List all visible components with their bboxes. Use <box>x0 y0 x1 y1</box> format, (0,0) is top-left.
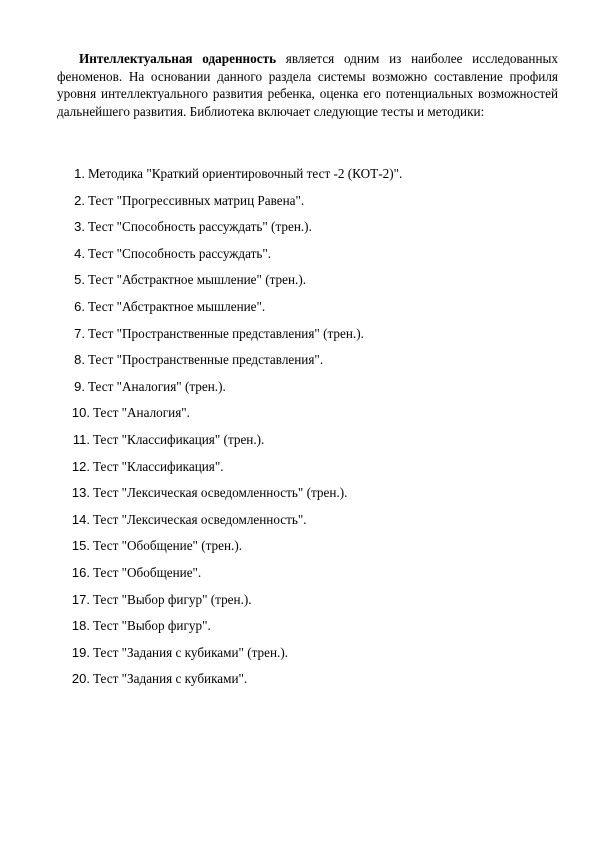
list-item <box>65 458 545 485</box>
list-item <box>65 271 545 298</box>
list-item-label: Тест "Классификация" (трен.). <box>93 431 265 447</box>
list-item <box>65 537 545 564</box>
list-item-number: 10. <box>71 405 90 421</box>
list-item-label: Тест "Абстрактное мышление". <box>88 298 266 314</box>
list-item-label: Тест "Выбор фигур". <box>93 618 211 634</box>
list-item-label: Тест "Прогрессивных матриц Равена". <box>88 192 305 208</box>
list-item-label: Тест "Абстрактное мышление" (трен.). <box>88 272 307 288</box>
list-item-number: 19. <box>71 644 90 660</box>
list-item-label: Тест "Обобщение". <box>93 564 202 580</box>
list-item <box>65 378 545 405</box>
list-item-label: Методика "Краткий ориентировочный тест -2 (КОТ-2)". <box>88 166 403 181</box>
list-item-number: 12. <box>71 458 90 474</box>
list-item-label: Тест "Классификация". <box>93 458 224 474</box>
list-item-label: Тест "Пространственные представления" (трен.). <box>88 325 364 341</box>
list-item <box>65 298 545 325</box>
list-item-number: 18. <box>71 618 90 634</box>
intro-text: является одним из наиболее исследованных феноменов. На основании данного раздела системы возможно составление профиля уровня интеллектуального развития ребенка, оценка его потенциальных возможностей дальнейшего развития. Библиотека включает следующие тесты и методики: <box>57 51 558 119</box>
list-item-number: 14. <box>71 511 90 527</box>
list-item-label: Тест "Пространственные представления". <box>88 352 324 368</box>
list-item <box>65 484 545 511</box>
list-item-number: 11. <box>72 431 90 447</box>
intro-paragraph <box>57 50 558 120</box>
list-item-number: 7. <box>74 325 85 341</box>
list-item <box>65 617 545 644</box>
list-item <box>65 245 545 272</box>
list-item-number: 16. <box>71 564 90 580</box>
list-item-label: Тест "Аналогия". <box>93 405 190 421</box>
list-item-label: Тест "Лексическая осведомленность". <box>93 511 307 527</box>
test-list <box>65 165 545 697</box>
list-item-number: 15. <box>71 538 90 554</box>
list-item-label: Тест "Задания с кубиками" (трен.). <box>93 644 289 660</box>
list-item-label: Тест "Аналогия" (трен.). <box>88 378 226 394</box>
list-item-label: Тест "Обобщение" (трен.). <box>93 538 243 554</box>
list-item-number: 2. <box>74 192 85 208</box>
list-item-label: Тест "Задания с кубиками". <box>93 671 248 687</box>
list-item-label: Тест "Способность рассуждать". <box>88 245 272 261</box>
list-item <box>65 165 545 192</box>
list-item-label: Тест "Способность рассуждать" (трен.). <box>88 219 312 235</box>
list-item-number: 9. <box>74 378 85 394</box>
list-item-number: 17. <box>71 591 90 607</box>
list-item-number: 4. <box>74 245 85 261</box>
list-item-number: 5. <box>74 272 85 288</box>
list-item-number: 8. <box>74 352 85 368</box>
list-item <box>65 670 545 697</box>
list-item-label: Тест "Лексическая осведомленность" (трен.). <box>93 485 348 501</box>
list-item-label: Тест "Выбор фигур" (трен.). <box>93 591 252 607</box>
list-item <box>65 564 545 591</box>
list-item-number: 20. <box>71 671 90 687</box>
list-item-number: 1. <box>74 166 85 181</box>
list-item-number: 6. <box>74 298 85 314</box>
intro-bold-lead: Интеллектуальная одаренность <box>79 51 277 66</box>
list-item-number: 3. <box>74 219 85 235</box>
list-item <box>65 192 545 219</box>
list-item <box>65 325 545 352</box>
list-item <box>65 218 545 245</box>
list-item <box>65 351 545 378</box>
list-item <box>65 644 545 671</box>
list-item <box>65 511 545 538</box>
list-item-number: 13. <box>71 485 90 501</box>
list-item <box>65 591 545 618</box>
list-item <box>65 431 545 458</box>
list-item <box>65 404 545 431</box>
